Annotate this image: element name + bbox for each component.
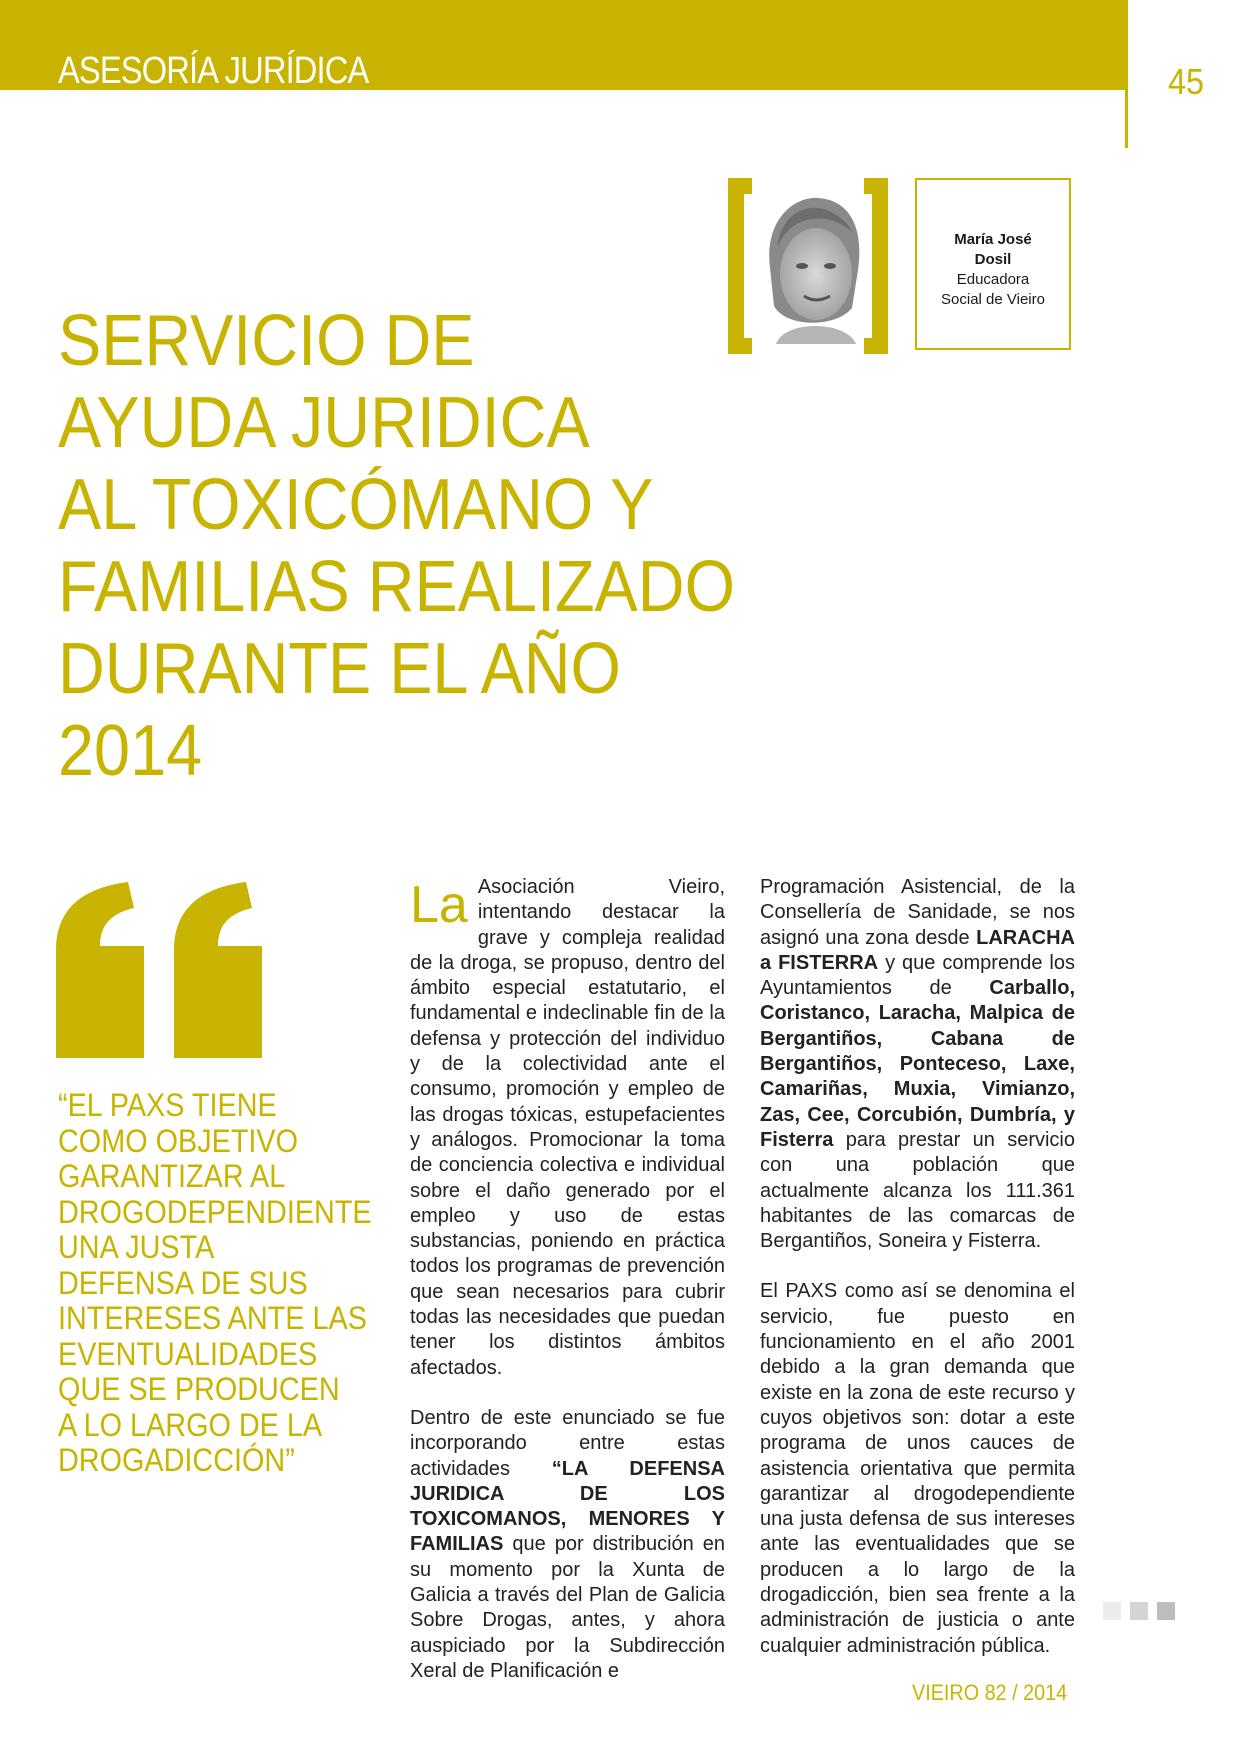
pull-quote-line: DROGODEPENDIENTE — [58, 1193, 372, 1230]
title-line: FAMILIAS REALIZADO — [58, 547, 735, 627]
pull-quote-line: A LO LARGO DE LA — [58, 1406, 323, 1443]
pull-quote-line: QUE SE PRODUCEN — [58, 1371, 340, 1407]
emphasis-text: LARACHA a FISTERRA — [760, 926, 1075, 974]
title-line: DURANTE EL AÑO — [58, 629, 621, 709]
pull-quote-line: DEFENSA DE SUS — [58, 1264, 308, 1301]
author-name-line2: Dosil — [974, 251, 1012, 268]
body-column-2 — [760, 875, 1075, 1659]
pull-quote-line: “EL PAXS TIENE — [58, 1087, 277, 1123]
footer-issue: VIEIRO 82 / 2014 — [912, 1680, 1068, 1705]
paragraph — [410, 875, 725, 1381]
body-column-1 — [410, 875, 725, 1684]
author-box — [915, 178, 1071, 350]
author-role-line2: Social de Vieiro — [941, 291, 1045, 308]
drop-cap: La — [410, 876, 468, 934]
header-rule — [1125, 0, 1128, 148]
paragraph-text: que por distribución en su momento por la Xunta de Galicia a través del Plan de Galicia Sobre Drogas, antes, y ahora auspiciado por la Subdirección Xeral de Planificación e — [410, 1533, 725, 1682]
end-square — [1130, 1602, 1148, 1620]
pull-quote-line: COMO OBJETIVO — [58, 1122, 299, 1159]
title-line: AL TOXICÓMANO Y — [58, 465, 654, 545]
paragraph-text: Dentro de este enunciado se fue incorporando entre estas actividades — [410, 1406, 725, 1480]
paragraph-text: Programación Asistencial, de la Consellería de Sanidade, se nos asignó una zona desde — [760, 876, 1075, 949]
page-number: 45 — [1168, 61, 1205, 102]
header-bar — [0, 0, 1128, 90]
emphasis-text: Carballo, Coristanco, Laracha, Malpica de Bergantiños, Cabana de Bergantiños, Ponteceso, Laxe, Camariñas, Muxia, Vimianzo, Zas, Cee, Corcubión, Dumbría, y Fisterra — [760, 977, 1075, 1151]
right-bracket — [864, 178, 888, 354]
end-square — [1157, 1602, 1175, 1620]
paragraph-text: y que comprende los Ayuntamientos de — [760, 951, 1075, 1000]
emphasis-text: “LA DEFENSA JURIDICA DE LOS TOXICOMANOS, MENORES Y FAMILIAS — [410, 1457, 725, 1556]
author-portrait — [756, 188, 868, 344]
article-title — [58, 300, 735, 792]
pull-quote — [58, 1087, 372, 1479]
pull-quote-line: INTERESES ANTE LAS — [58, 1300, 367, 1336]
paragraph — [410, 1406, 725, 1684]
pull-quote-line: EVENTUALIDADES — [58, 1335, 318, 1372]
pull-quote-line: GARANTIZAR AL — [58, 1158, 286, 1194]
section-title: ASESORÍA JURÍDICA — [58, 50, 369, 92]
title-line: SERVICIO DE — [58, 301, 475, 381]
title-line: AYUDA JURIDICA — [58, 383, 590, 463]
paragraph: El PAXS como así se denomina el servicio, fue puesto en funcionamiento en el año 2001 debido a la gran demanda que existe en la zona de este recurso y cuyos objetivos son: dotar a este programa de unos cauces de asistencia orientativa que permita garantizar al drogodependiente una justa defensa de sus intereses ante las eventualidades que se producen a lo largo de la drogadicción, bien sea frente a la administración de justicia o ante cualquier administración pública. — [760, 1280, 1075, 1657]
open-quote-icon — [56, 880, 271, 1060]
left-bracket — [728, 178, 752, 354]
paragraph-text: para prestar un servicio con una población que actualmente alcanza los 111.361 habitantes de las comarcas de Bergantiños, Soneira y Fisterra. — [760, 1128, 1075, 1253]
author-role-line1: Educadora — [956, 271, 1030, 288]
end-square — [1103, 1602, 1121, 1620]
paragraph-text: Asociación Vieiro, intentando destacar la grave y compleja realidad de la droga, se propuso, dentro del ámbito especial estatutario, el fundamental e indeclinable fin de la defensa y protección del individuo y de la colectividad ante el consumo, promoción y empleo de las drogas tóxicas, estupefacientes y análogos. Promocionar la toma de conciencia colectiva e individual sobre el daño generado por el empleo y uso de estas substancias, poniendo en práctica todos los programas de prevención que sean necesarios para cubrir todas las necesidades que puedan tener los distintos ámbitos afectados. — [410, 876, 725, 1379]
author-name-line1: María José — [954, 231, 1032, 248]
pull-quote-line: UNA JUSTA — [58, 1229, 215, 1265]
pull-quote-line: DROGADICCIÓN” — [58, 1442, 295, 1478]
title-line: 2014 — [58, 711, 203, 791]
paragraph — [760, 875, 1075, 1254]
